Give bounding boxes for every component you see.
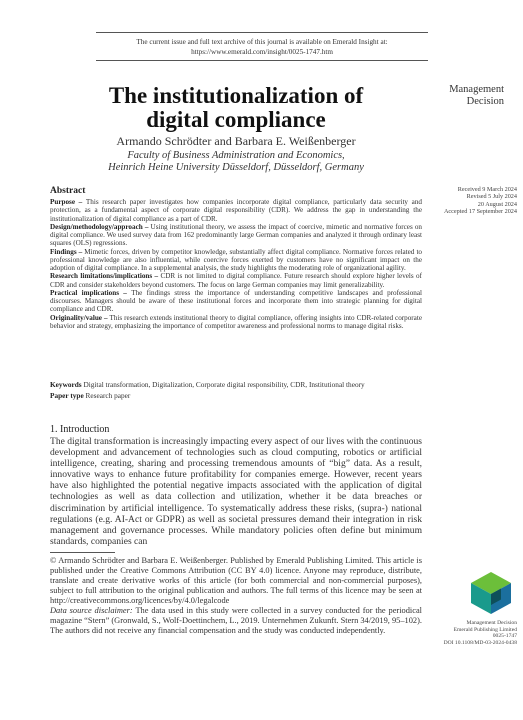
journal-name-line2: Decision bbox=[466, 96, 504, 107]
revised-date-2: 20 August 2024 bbox=[477, 200, 517, 208]
abstract-label: Design/methodology/approach – bbox=[50, 222, 151, 231]
emerald-logo-icon bbox=[468, 570, 514, 616]
paper-type bbox=[50, 391, 422, 400]
received-date: Received 9 March 2024 bbox=[457, 186, 517, 193]
data-source-disclaimer bbox=[50, 606, 422, 636]
archive-notice: The current issue and full text archive of this journal is available on Emerald Insight at: bbox=[136, 38, 388, 46]
abstract-label: Practical implications – bbox=[50, 288, 132, 297]
publisher-meta bbox=[405, 620, 517, 646]
meta-issn: 0025-1747 bbox=[492, 633, 517, 640]
abstract-originality bbox=[50, 314, 422, 331]
abstract-text: CDR is not limited to digital compliance. Future research should explore higher levels of CDR and consider stakeholders beyond customers. The focus on large German companies may limit generalizability. bbox=[50, 272, 422, 289]
meta-doi[interactable]: DOI 10.1108/MD-03-2024-0438 bbox=[443, 639, 517, 646]
abstract-label: Purpose – bbox=[50, 198, 86, 206]
meta-publisher: Emerald Publishing Limited bbox=[453, 626, 517, 633]
abstract-label: Findings – bbox=[50, 247, 85, 256]
paper-title-line1: The institutionalization of bbox=[108, 83, 364, 108]
authors: Armando Schrödter and Barbara E. Weißenberger bbox=[116, 134, 356, 148]
footnotes bbox=[50, 556, 422, 636]
paper-title bbox=[46, 84, 426, 132]
abstract-label: Research limitations/implications – bbox=[50, 272, 161, 281]
paper-type-text: Research paper bbox=[85, 391, 131, 400]
abstract-text: The findings stress the importance of understanding competitive landscapes and professional discourses. Managers should be aware of these institutional forces and incorporate them into strategic planning for digital compliance and CDR. bbox=[50, 288, 422, 314]
disclaimer-text: The data used in this study were collected in a survey conducted for the periodical magazine “Stern” (Gronwald, S., Wolf-Doettinchem, L., 2019. Unternehmen Zukunft. Stern 34/2019, 95–102). The authors did not receive any financial compensation and the study was conducted independently. bbox=[50, 606, 423, 635]
abstract-design bbox=[50, 223, 422, 248]
license-note: © Armando Schrödter and Barbara E. Weißenberger. Published by Emerald Publishing Limited. This article is published under the Creative Commons Attribution (CC BY 4.0) licence. Anyone may reproduce, distribute, translate and create derivative works of this article (for both commercial and non-commercial purposes), subject to full attribution to the original publication and authors. The full terms of this licence may be seen at http://creativecommons.org/licences/by/4.0/legalcode bbox=[50, 556, 422, 605]
meta-journal: Management Decision bbox=[466, 620, 517, 626]
abstract-label: Originality/value – bbox=[50, 313, 110, 322]
abstract-findings bbox=[50, 248, 422, 273]
abstract-text: This research extends institutional theory to digital compliance, offering insights into CDR-related corporate behavior and strategy, emphasizing the importance of competitor awareness and professional norms to manage digital risks. bbox=[50, 313, 422, 330]
keywords-text: Digital transformation, Digitalization, Corporate digital responsibility, CDR, Institutional theory bbox=[83, 380, 365, 389]
journal-name-line1: Management bbox=[449, 84, 504, 95]
abstract-text: Using institutional theory, we assess the impact of coercive, mimetic and normative forces on digital compliance. We used survey data from 162 predominantly large German companies and analyzed it through ordinary least squares (OLS) regressions. bbox=[50, 222, 422, 248]
abstract-text: This research paper investigates how companies incorporate digital compliance, particularly data security and protection, as a fundamental aspect of corporate digital responsibility (CDR). We address the gap in understanding the institutionalization of digital compliance as a part of CDR. bbox=[50, 198, 422, 223]
abstract-text: Mimetic forces, driven by competitor knowledge, substantially affect digital compliance. Normative forces related to professional knowledge are also influential, while coercive forces exerted by customers have no significant impact on the adoption of digital compliance. In a supplemental analysis, the study highlights the moderating role of organizational agility. bbox=[50, 247, 422, 272]
revised-date-1: Revised 5 July 2024 bbox=[466, 193, 517, 201]
journal-name bbox=[428, 84, 504, 108]
footnote-rule bbox=[50, 552, 115, 553]
header-bottom-rule bbox=[96, 60, 428, 61]
abstract-practical bbox=[50, 289, 422, 314]
paper-title-line2: digital compliance bbox=[146, 107, 326, 132]
abstract-purpose bbox=[50, 198, 422, 223]
affiliation-line2: Heinrich Heine University Düsseldorf, Düsseldorf, Germany bbox=[108, 162, 364, 173]
keywords-label: Keywords bbox=[50, 380, 84, 389]
abstract-limitations bbox=[50, 272, 422, 289]
affiliation bbox=[46, 150, 426, 174]
paper-type-label: Paper type bbox=[50, 391, 86, 400]
affiliation-line1: Faculty of Business Administration and Economics, bbox=[127, 150, 345, 161]
accepted-date: Accepted 17 September 2024 bbox=[443, 207, 517, 215]
introduction-body: The digital transformation is increasingly impacting every aspect of our lives with the continuous development and advancement of technologies such as cloud computing, robotics or artificial intelligence, creating, sharing and processing tremendous amounts of “big” data. As a result, innovative ways to enhance future profitability for companies emerge. However, recent years have also highlighted the potential negative impacts associated with the application of digital technologies as well as data collection and utilization, whether it be data breaches or discrimination by artificial intelligence. To systematically address these risks, (supra-) national regulations (e.g. AI-Act or GDPR) as well as societal pressures demand their integration in risk management and governance processes. While mandatory policies often define but minimum standards, companies can bbox=[50, 436, 422, 547]
archive-url[interactable]: https://www.emerald.com/insight/0025-1747.htm bbox=[191, 48, 333, 56]
keywords bbox=[50, 380, 422, 389]
introduction-heading: 1. Introduction bbox=[50, 424, 110, 435]
abstract-body bbox=[50, 198, 422, 330]
abstract-heading: Abstract bbox=[50, 186, 86, 196]
header-top-rule bbox=[96, 32, 428, 33]
disclaimer-label: Data source disclaimer: bbox=[50, 606, 133, 615]
